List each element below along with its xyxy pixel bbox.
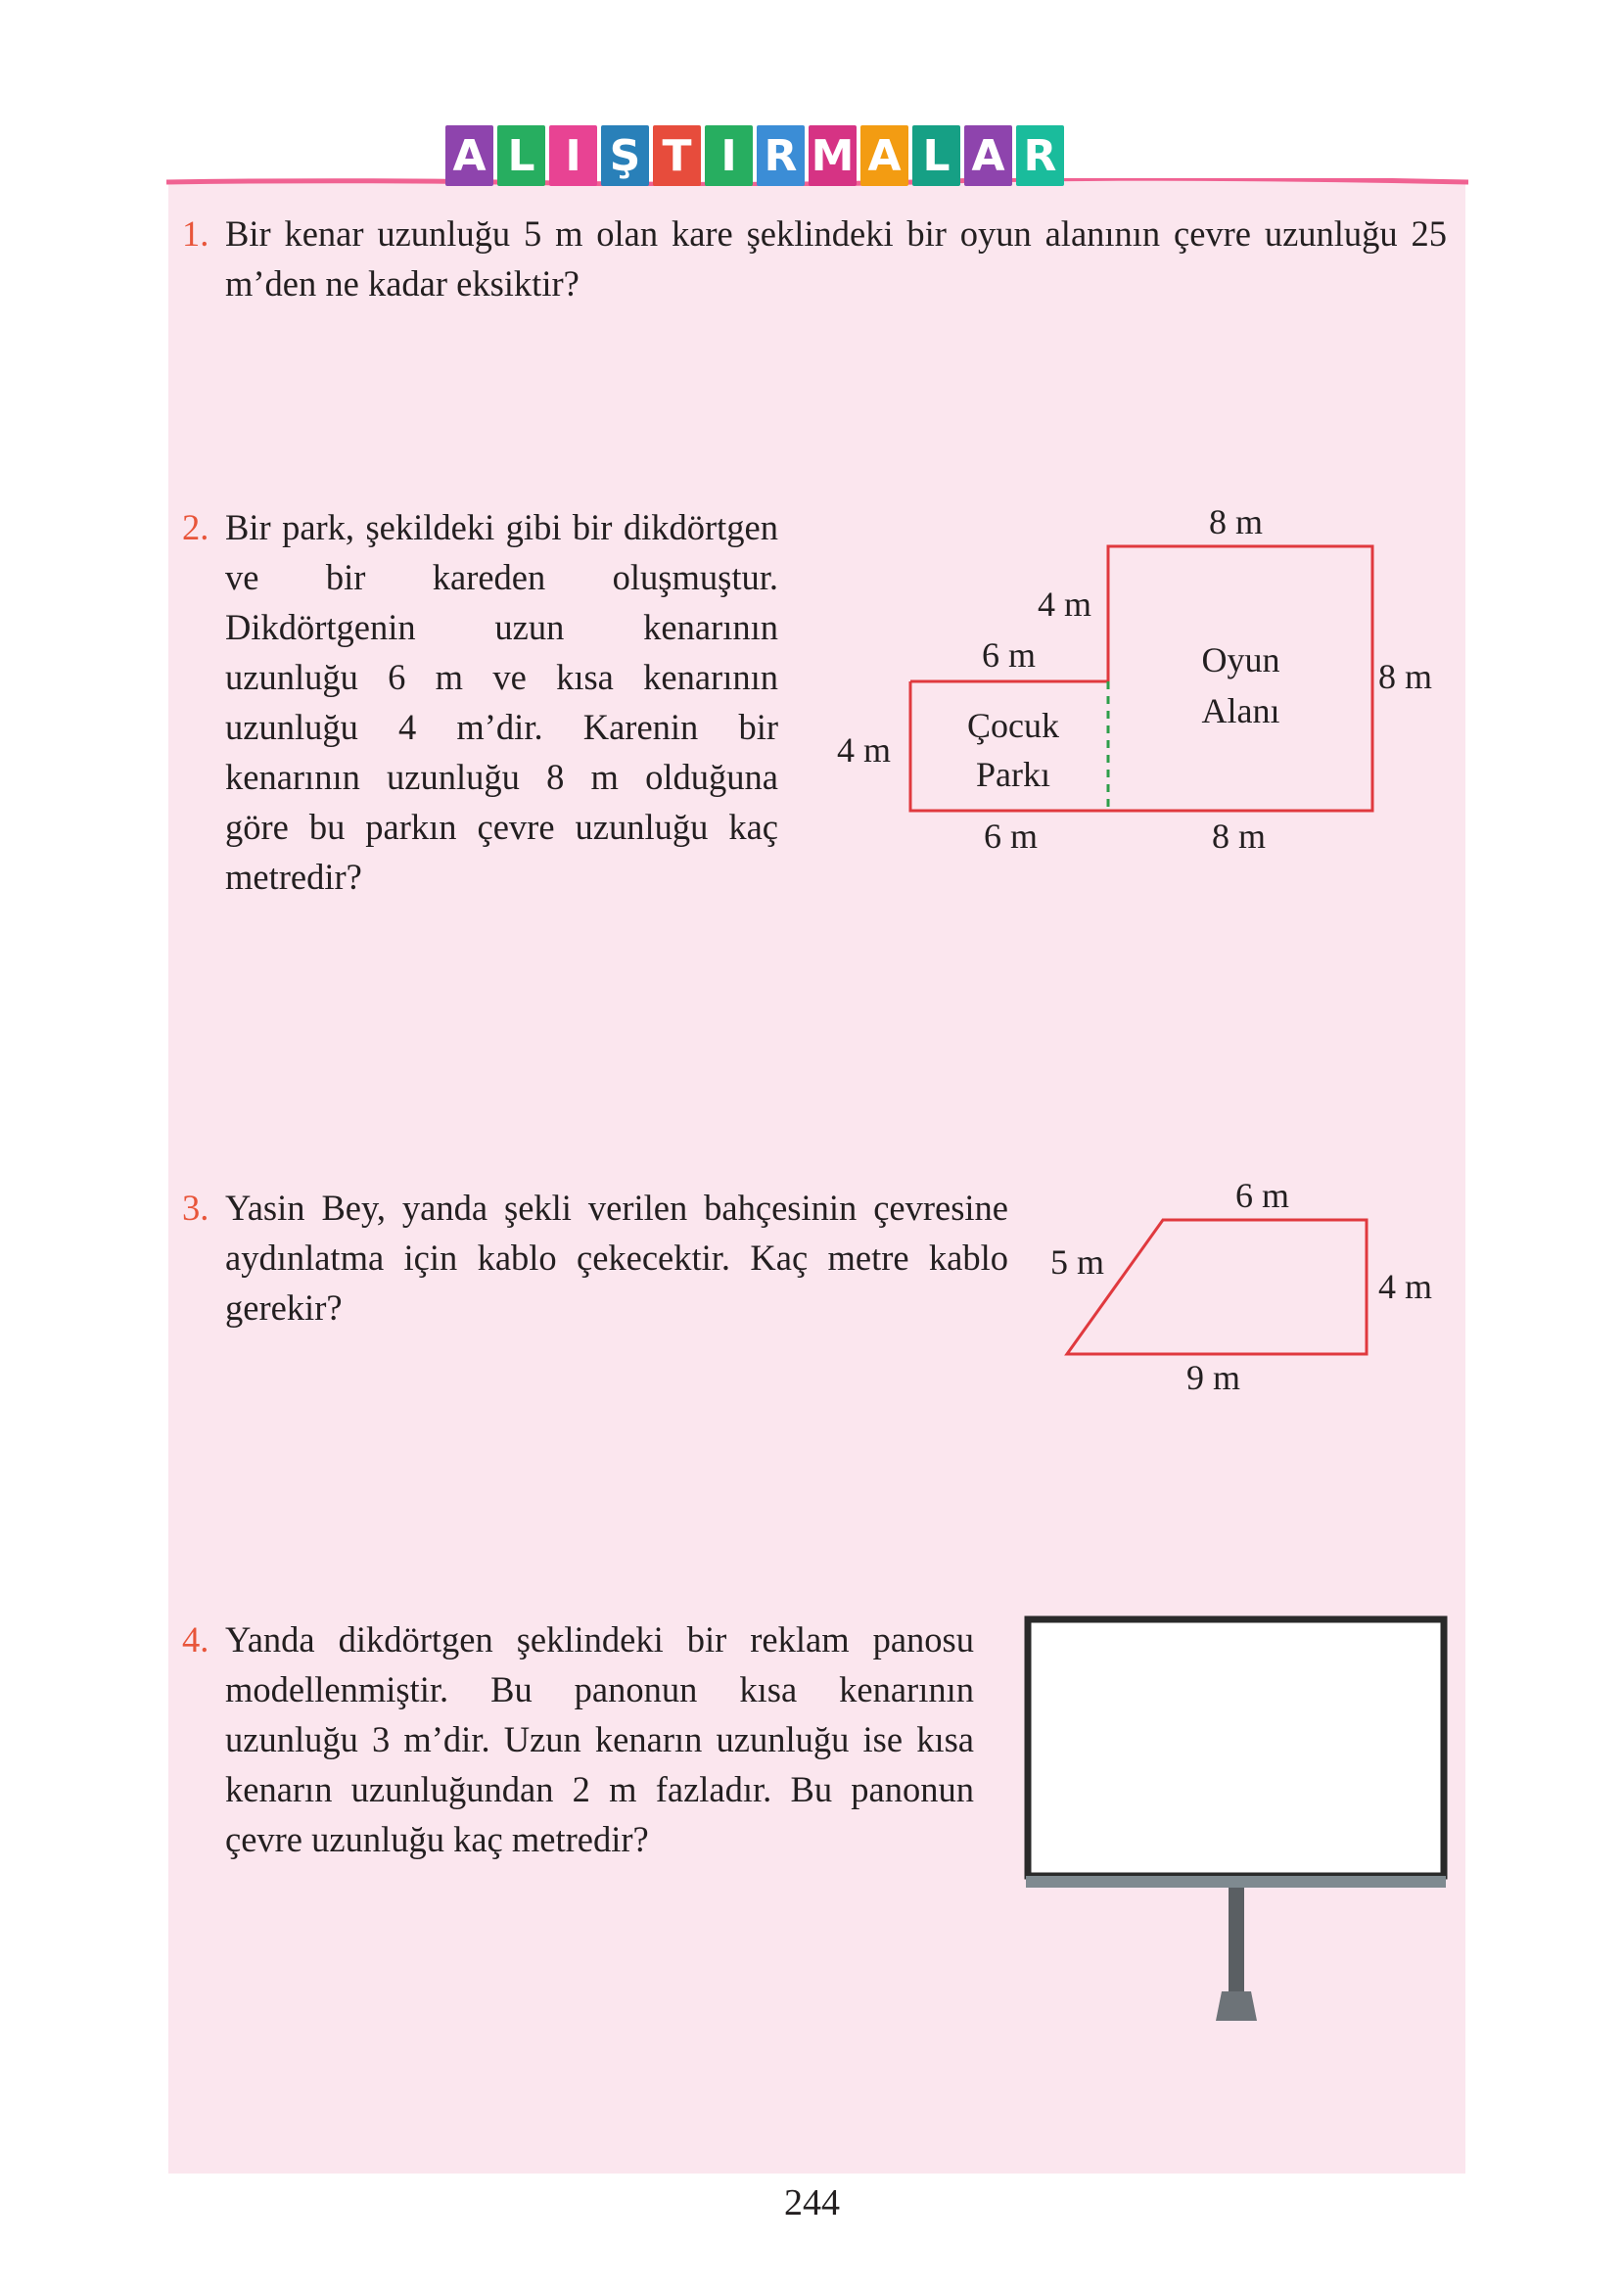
page-number: 244 [784, 2182, 840, 2223]
title-letter: L [912, 125, 960, 186]
question-text: Bir park, şekildeki gibi bir dikdörtgen ve bir kareden oluşmuştur. Dikdörtgenin uzun kenarının uzunluğu 6 m ve kısa kenarının uzunluğu 4 m’dir. Karenin bir kenarının uzunluğu 8 m olduğuna göre bu parkın çevre uzunluğu kaç metredir? [225, 507, 778, 897]
fig3-label-top: 6 m [1235, 1176, 1290, 1215]
question-number: 3. [182, 1188, 209, 1228]
fig3-label-bottom: 9 m [1186, 1358, 1241, 1397]
title-letter: R [757, 125, 805, 186]
billboard-base-bar [1026, 1876, 1446, 1888]
question-text: Yasin Bey, yanda şekli verilen bahçesinin çevresine aydınlatma için kablo çekecektir. Kaç metre kablo gerekir? [225, 1188, 1008, 1328]
fig2-label-bottom-left: 6 m [984, 817, 1039, 856]
fig2-label-rect-top: 6 m [982, 635, 1037, 675]
billboard-frame [1028, 1619, 1444, 1876]
rect-label-line: Çocuk [967, 706, 1059, 745]
question-number: 1. [182, 213, 209, 254]
question-text: Yanda dikdörtgen şeklindeki bir reklam panosu modellenmiştir. Bu panonun kısa kenarının uzunluğu 3 m’dir. Uzun kenarın uzunluğu ise kısa kenarın uzunluğundan 2 m fazladır. Bu panonun çevre uzunluğu kaç metredir? [225, 1619, 974, 1859]
fig2-label-top: 8 m [1209, 502, 1264, 541]
title-letter: R [1016, 125, 1064, 186]
title-letter: A [964, 125, 1012, 186]
square-label-line: Alanı [1201, 691, 1280, 730]
fig3-label-slant: 5 m [1050, 1242, 1105, 1282]
title-letter: A [860, 125, 908, 186]
billboard-pole [1229, 1888, 1244, 1993]
fig2-label-bottom-right: 8 m [1212, 817, 1267, 856]
question-number: 4. [182, 1619, 209, 1660]
fig2-label-square-left: 4 m [1038, 584, 1092, 624]
billboard-foot [1216, 1991, 1257, 2021]
square-label-line: Oyun [1201, 640, 1280, 679]
title-letter: A [445, 125, 493, 186]
title-letter: Ş [601, 125, 649, 186]
title-letter: I [549, 125, 597, 186]
question-text: Bir kenar uzunluğu 5 m olan kare şeklindeki bir oyun alanının çevre uzunluğu 25 m’den ne kadar eksiktir? [225, 213, 1447, 304]
fig2-label-right: 8 m [1378, 657, 1433, 696]
rect-label-line: Parkı [976, 755, 1050, 794]
fig3-label-right: 4 m [1378, 1267, 1433, 1306]
question-number: 2. [182, 507, 209, 547]
title-letter: M [809, 125, 857, 186]
title-letter: I [705, 125, 753, 186]
fig2-label-rect-left: 4 m [837, 730, 892, 770]
title-letter: L [497, 125, 545, 186]
title-letter: T [653, 125, 701, 186]
